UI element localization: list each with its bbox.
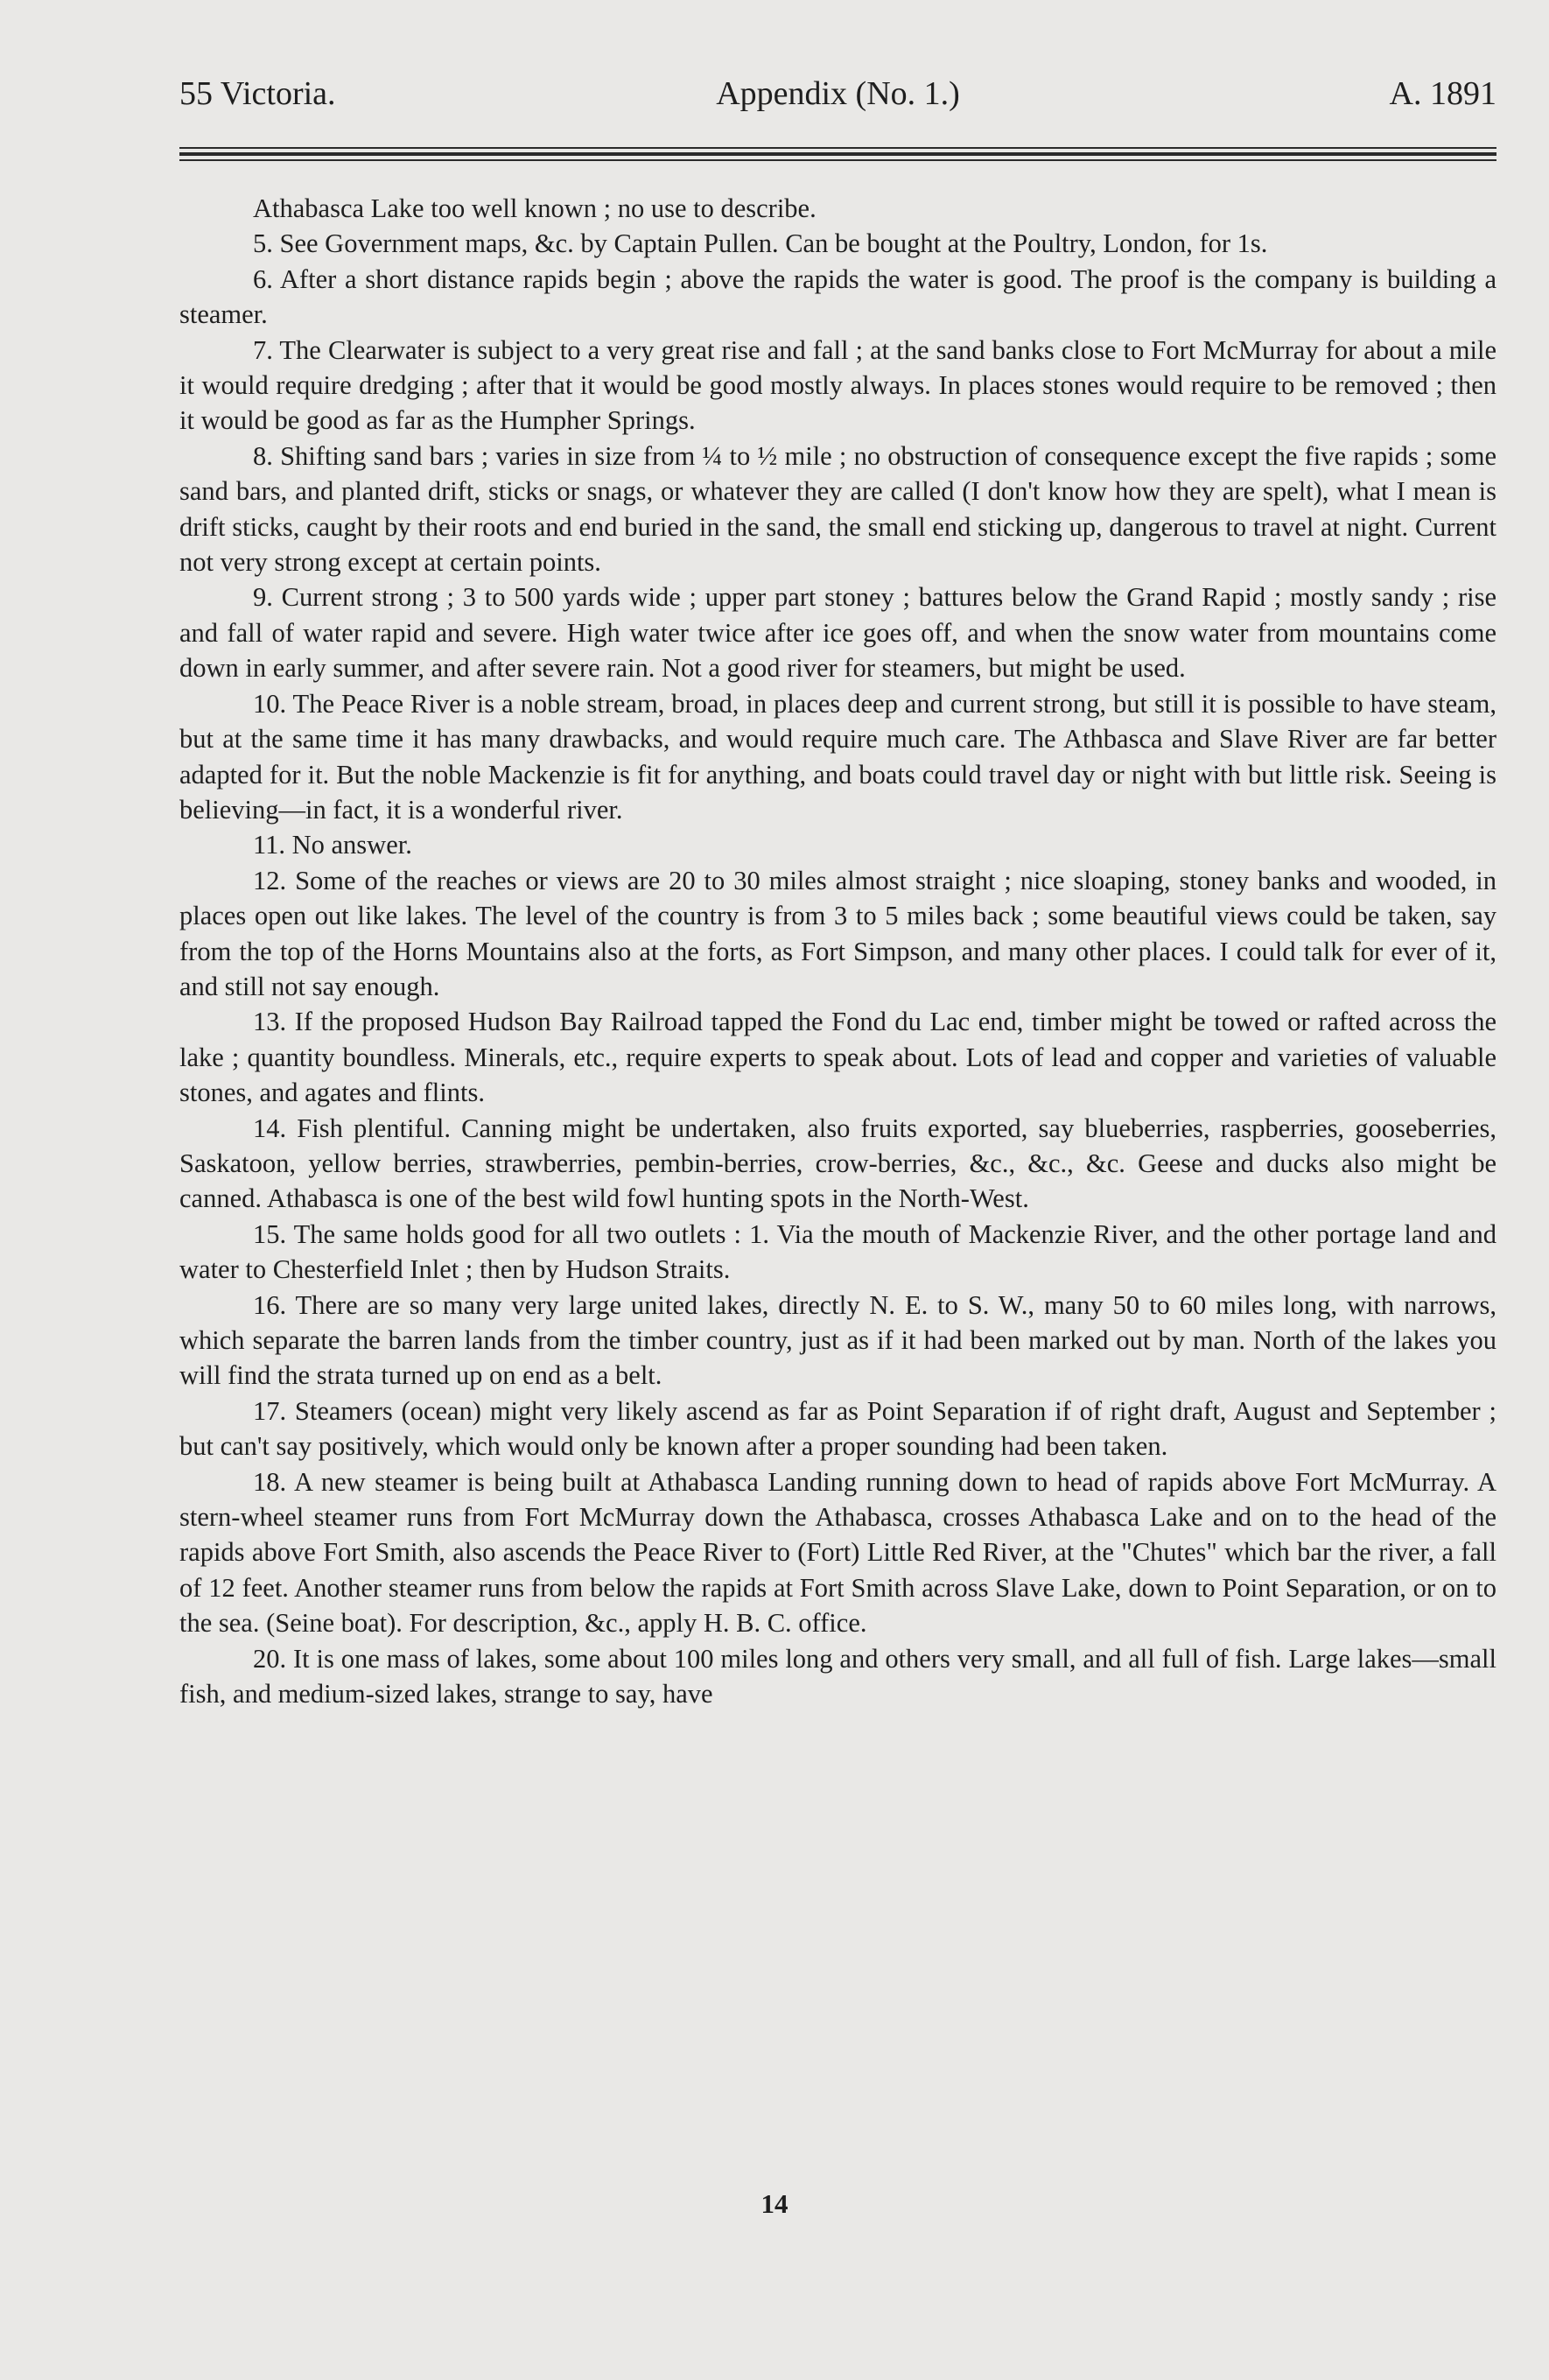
paragraph-16: 16. There are so many very large united lakes, directly N. E. to S. W., many 50 to 60 miles long, with narrows, which separate the barren lands from the timber country, just as if it had been marked out by man. North of the lakes you will find the strata turned up on end as a belt. <box>179 1289 1496 1391</box>
header-year: A. 1891 <box>1389 75 1496 112</box>
paragraph-17: 17. Steamers (ocean) might very likely ascend as far as Point Separation if of right draft, August and September ; but can't say positively, which would only be known after a proper sounding had been taken. <box>179 1395 1496 1462</box>
paragraph-6: 6. After a short distance rapids begin ; above the rapids the water is good. The proof is the company is building a steamer. <box>179 263 1496 330</box>
paragraph-18: 18. A new steamer is being built at Athabasca Landing running down to head of rapids above Fort McMurray. A stern-wheel steamer runs from Fort McMurray down the Athabasca, crosses Athabasca Lake and on to the head of the rapids above Fort Smith, also ascends the Peace River to (Fort) Little Red River, at the "Chutes" which bar the river, a fall of 12 feet. Another steamer runs from below the rapids at Fort Smith across Slave Lake, down to Point Separation, or on to the sea. (Seine boat). For description, &c., apply H. B. C. office. <box>179 1466 1496 1639</box>
header-session: 55 Victoria. <box>179 75 336 112</box>
paragraph-13: 13. If the proposed Hudson Bay Railroad tapped the Fond du Lac end, timber might be towed or rafted across the lake ; quantity boundless. Minerals, etc., require experts to speak about. Lots of lead and copper and varieties of valuable stones, and agates and flints. <box>179 1007 1496 1108</box>
paragraph-20: 20. It is one mass of lakes, some about 100 miles long and others very small, and all full of fish. Large lakes—small fish, and medium-sized lakes, strange to say, have <box>179 1643 1496 1710</box>
rule-line-thick <box>179 152 1496 156</box>
body-text <box>179 191 1496 1711</box>
paragraph-15: 15. The same holds good for all two outlets : 1. Via the mouth of Mackenzie River, and the other portage land and water to Chesterfield Inlet ; then by Hudson Straits. <box>179 1218 1496 1285</box>
paragraph-5: 5. See Government maps, &c. by Captain Pullen. Can be bought at the Poultry, London, for 1s. <box>253 228 1268 259</box>
header-rule <box>179 147 1496 168</box>
paragraph-11: 11. No answer. <box>253 830 412 860</box>
rule-line-bottom <box>179 159 1496 161</box>
page-header <box>179 72 1496 116</box>
page-number: 14 <box>760 2188 789 2219</box>
paragraph-10: 10. The Peace River is a noble stream, broad, in places deep and current strong, but still it is possible to have steam, but at the same time it has many drawbacks, and would require much care. The Athbasca and Slave River are far better adapted for it. But the noble Mackenzie is fit for anything, and boats could travel day or night with but little risk. Seeing is believing—in fact, it is a wonderful river. <box>179 688 1496 825</box>
header-appendix: Appendix (No. 1.) <box>716 75 960 112</box>
paragraph-athabasca-lake: Athabasca Lake too well known ; no use to describe. <box>253 193 817 223</box>
paragraph-14: 14. Fish plentiful. Canning might be undertaken, also fruits exported, say blueberries, raspberries, gooseberries, Saskatoon, yellow berries, strawberries, pembin-berries, crow-berries, &c., &c., &c. Geese and ducks also might be canned. Athabasca is one of the best wild fowl hunting spots in the North-West. <box>179 1113 1496 1214</box>
rule-line-top <box>179 147 1496 149</box>
paragraph-9: 9. Current strong ; 3 to 500 yards wide ; upper part stoney ; battures below the Grand Rapid ; mostly sandy ; rise and fall of water rapid and severe. High water twice after ice goes off, and when the snow water from mountains come down in early summer, and after severe rain. Not a good river for steamers, but might be used. <box>179 582 1496 684</box>
paragraph-7: 7. The Clearwater is subject to a very great rise and fall ; at the sand banks close to Fort McMurray for about a mile it would require dredging ; after that it would be good mostly always. In places stones would require to be removed ; then it would be good as far as the Humpher Springs. <box>179 334 1496 436</box>
paragraph-12: 12. Some of the reaches or views are 20 to 30 miles almost straight ; nice sloaping, stoney banks and wooded, in places open out like lakes. The level of the country is from 3 to 5 miles back ; some beautiful views could be taken, say from the top of the Horns Mountains also at the forts, as Fort Simpson, and many other places. I could talk for ever of it, and still not say enough. <box>179 865 1496 1001</box>
paragraph-8: 8. Shifting sand bars ; varies in size from ¼ to ½ mile ; no obstruction of consequence except the five rapids ; some sand bars, and planted drift, sticks or snags, or whatever they are called (I don't know how they are spelt), what I mean is drift sticks, caught by their roots and end buried in the sand, the small end sticking up, dangerous to travel at night. Current not very strong except at certain points. <box>179 440 1496 578</box>
